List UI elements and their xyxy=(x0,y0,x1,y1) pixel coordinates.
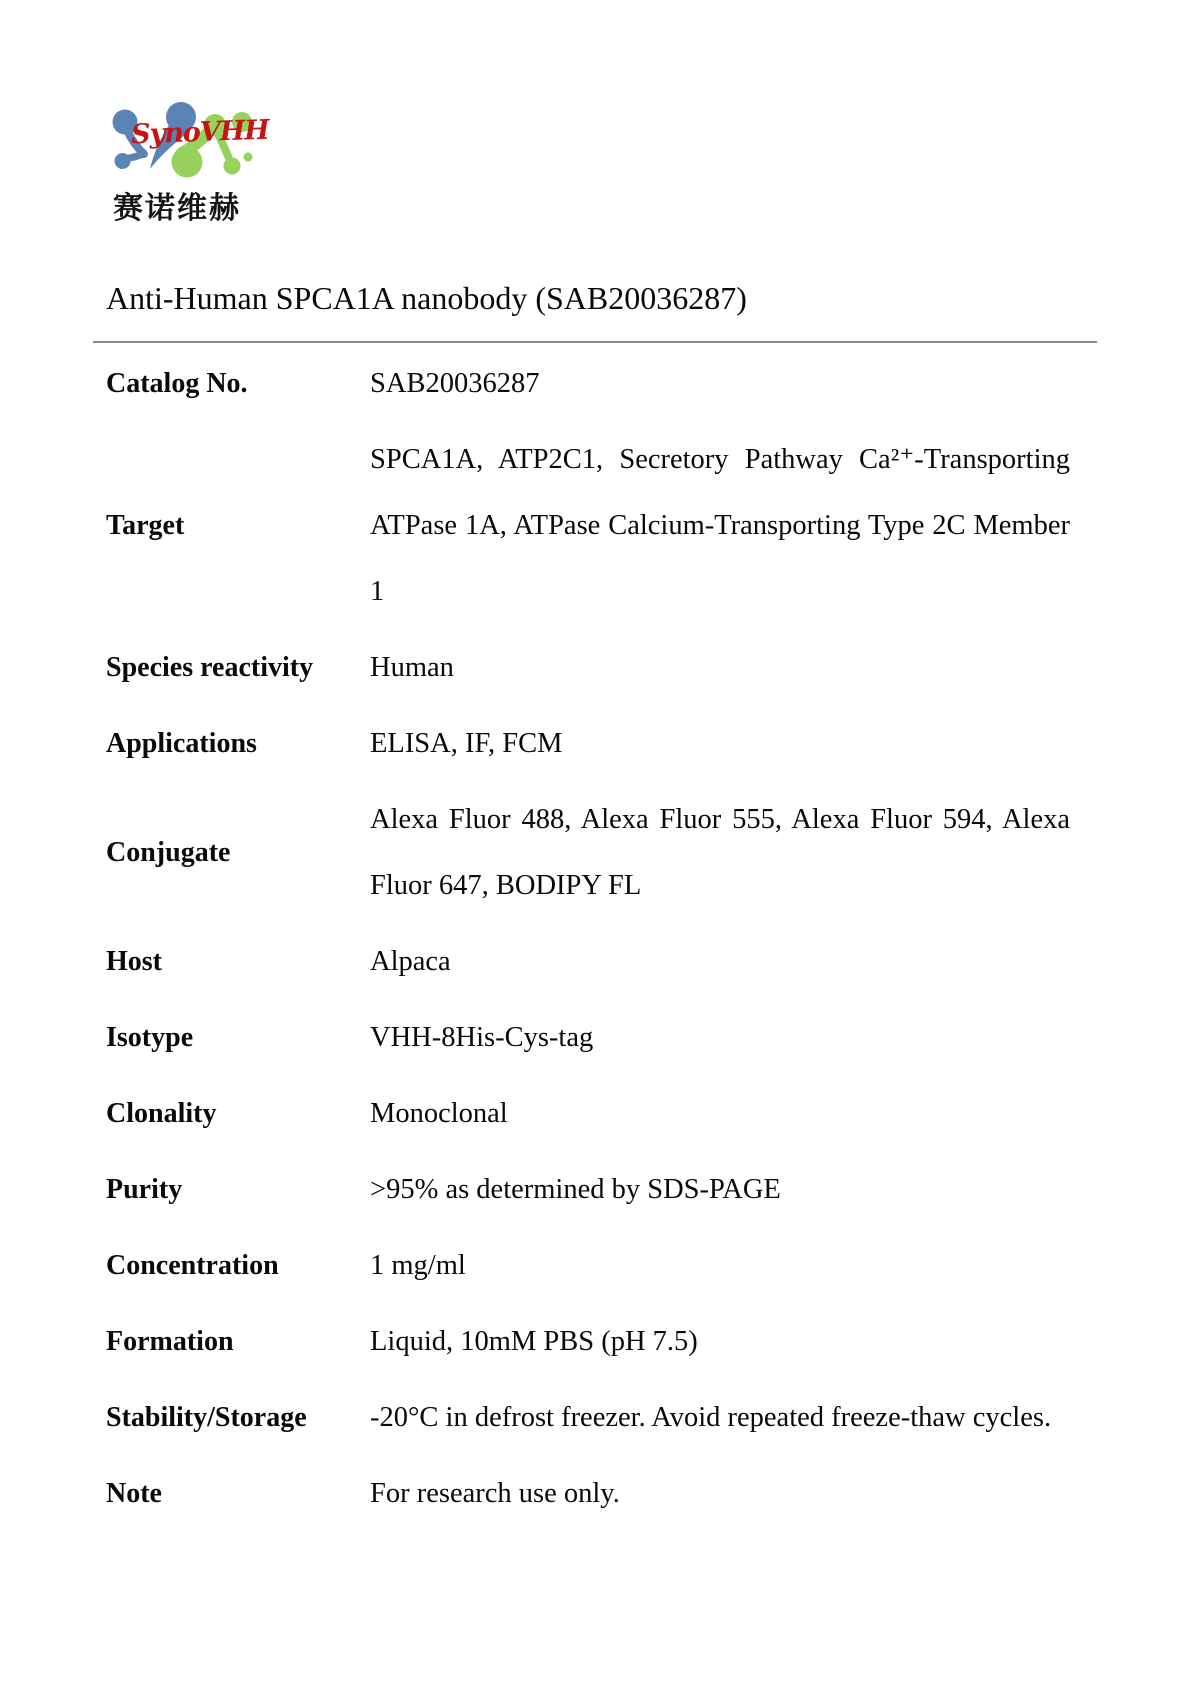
row-label: Purity xyxy=(106,1174,183,1205)
row-value: Alpaca xyxy=(370,946,451,977)
logo-brand-text: SynoVHH xyxy=(130,114,270,151)
row-label: Stability/Storage xyxy=(106,1402,307,1433)
table-row xyxy=(106,422,1070,630)
table-row xyxy=(106,924,1070,1000)
row-label: Clonality xyxy=(106,1098,217,1129)
row-label: Conjugate xyxy=(106,837,231,868)
row-value: Liquid, 10mM PBS (pH 7.5) xyxy=(370,1326,698,1357)
row-label: Concentration xyxy=(106,1250,279,1281)
table-row xyxy=(106,1152,1070,1228)
row-value: Monoclonal xyxy=(370,1098,508,1129)
row-label: Species reactivity xyxy=(106,652,314,683)
row-value: VHH-8His-Cys-tag xyxy=(370,1022,594,1053)
row-label: Target xyxy=(106,510,185,541)
table-row xyxy=(106,1000,1070,1076)
row-value: Human xyxy=(370,652,454,683)
logo-chinese-name: 赛诺维赫 xyxy=(113,192,241,225)
row-value: 1 mg/ml xyxy=(370,1250,466,1281)
row-value: ELISA, IF, FCM xyxy=(370,728,563,759)
row-value: For research use only. xyxy=(370,1478,620,1509)
row-label: Host xyxy=(106,946,162,977)
row-label: Formation xyxy=(106,1326,234,1357)
row-label: Note xyxy=(106,1478,162,1509)
row-label: Catalog No. xyxy=(106,368,248,399)
table-row xyxy=(106,630,1070,706)
row-label: Applications xyxy=(106,728,257,759)
row-label: Isotype xyxy=(106,1022,194,1053)
table-row xyxy=(106,706,1070,782)
table-row xyxy=(106,1228,1070,1304)
row-value: SAB20036287 xyxy=(370,368,540,399)
table-row xyxy=(106,1456,1070,1532)
table-row xyxy=(106,1380,1070,1456)
page-title: Anti-Human SPCA1A nanobody (SAB20036287) xyxy=(106,280,747,316)
table-row xyxy=(106,1304,1070,1380)
row-value: SPCA1A, ATP2C1, Secretory Pathway Ca²⁺-Transporting ATPase 1A, ATPase Calcium-Transporting Type 2C Member 1 xyxy=(370,444,1070,607)
row-value: -20°C in defrost freezer. Avoid repeated freeze-thaw cycles. xyxy=(370,1402,1052,1433)
row-value: >95% as determined by SDS-PAGE xyxy=(370,1174,781,1205)
table-row xyxy=(106,1076,1070,1152)
row-value: Alexa Fluor 488, Alexa Fluor 555, Alexa Fluor 594, Alexa Fluor 647, BODIPY FL xyxy=(370,804,1070,901)
table-row xyxy=(106,346,1070,422)
properties-table xyxy=(106,346,1070,1532)
title-divider xyxy=(93,341,1097,343)
table-row xyxy=(106,782,1070,924)
